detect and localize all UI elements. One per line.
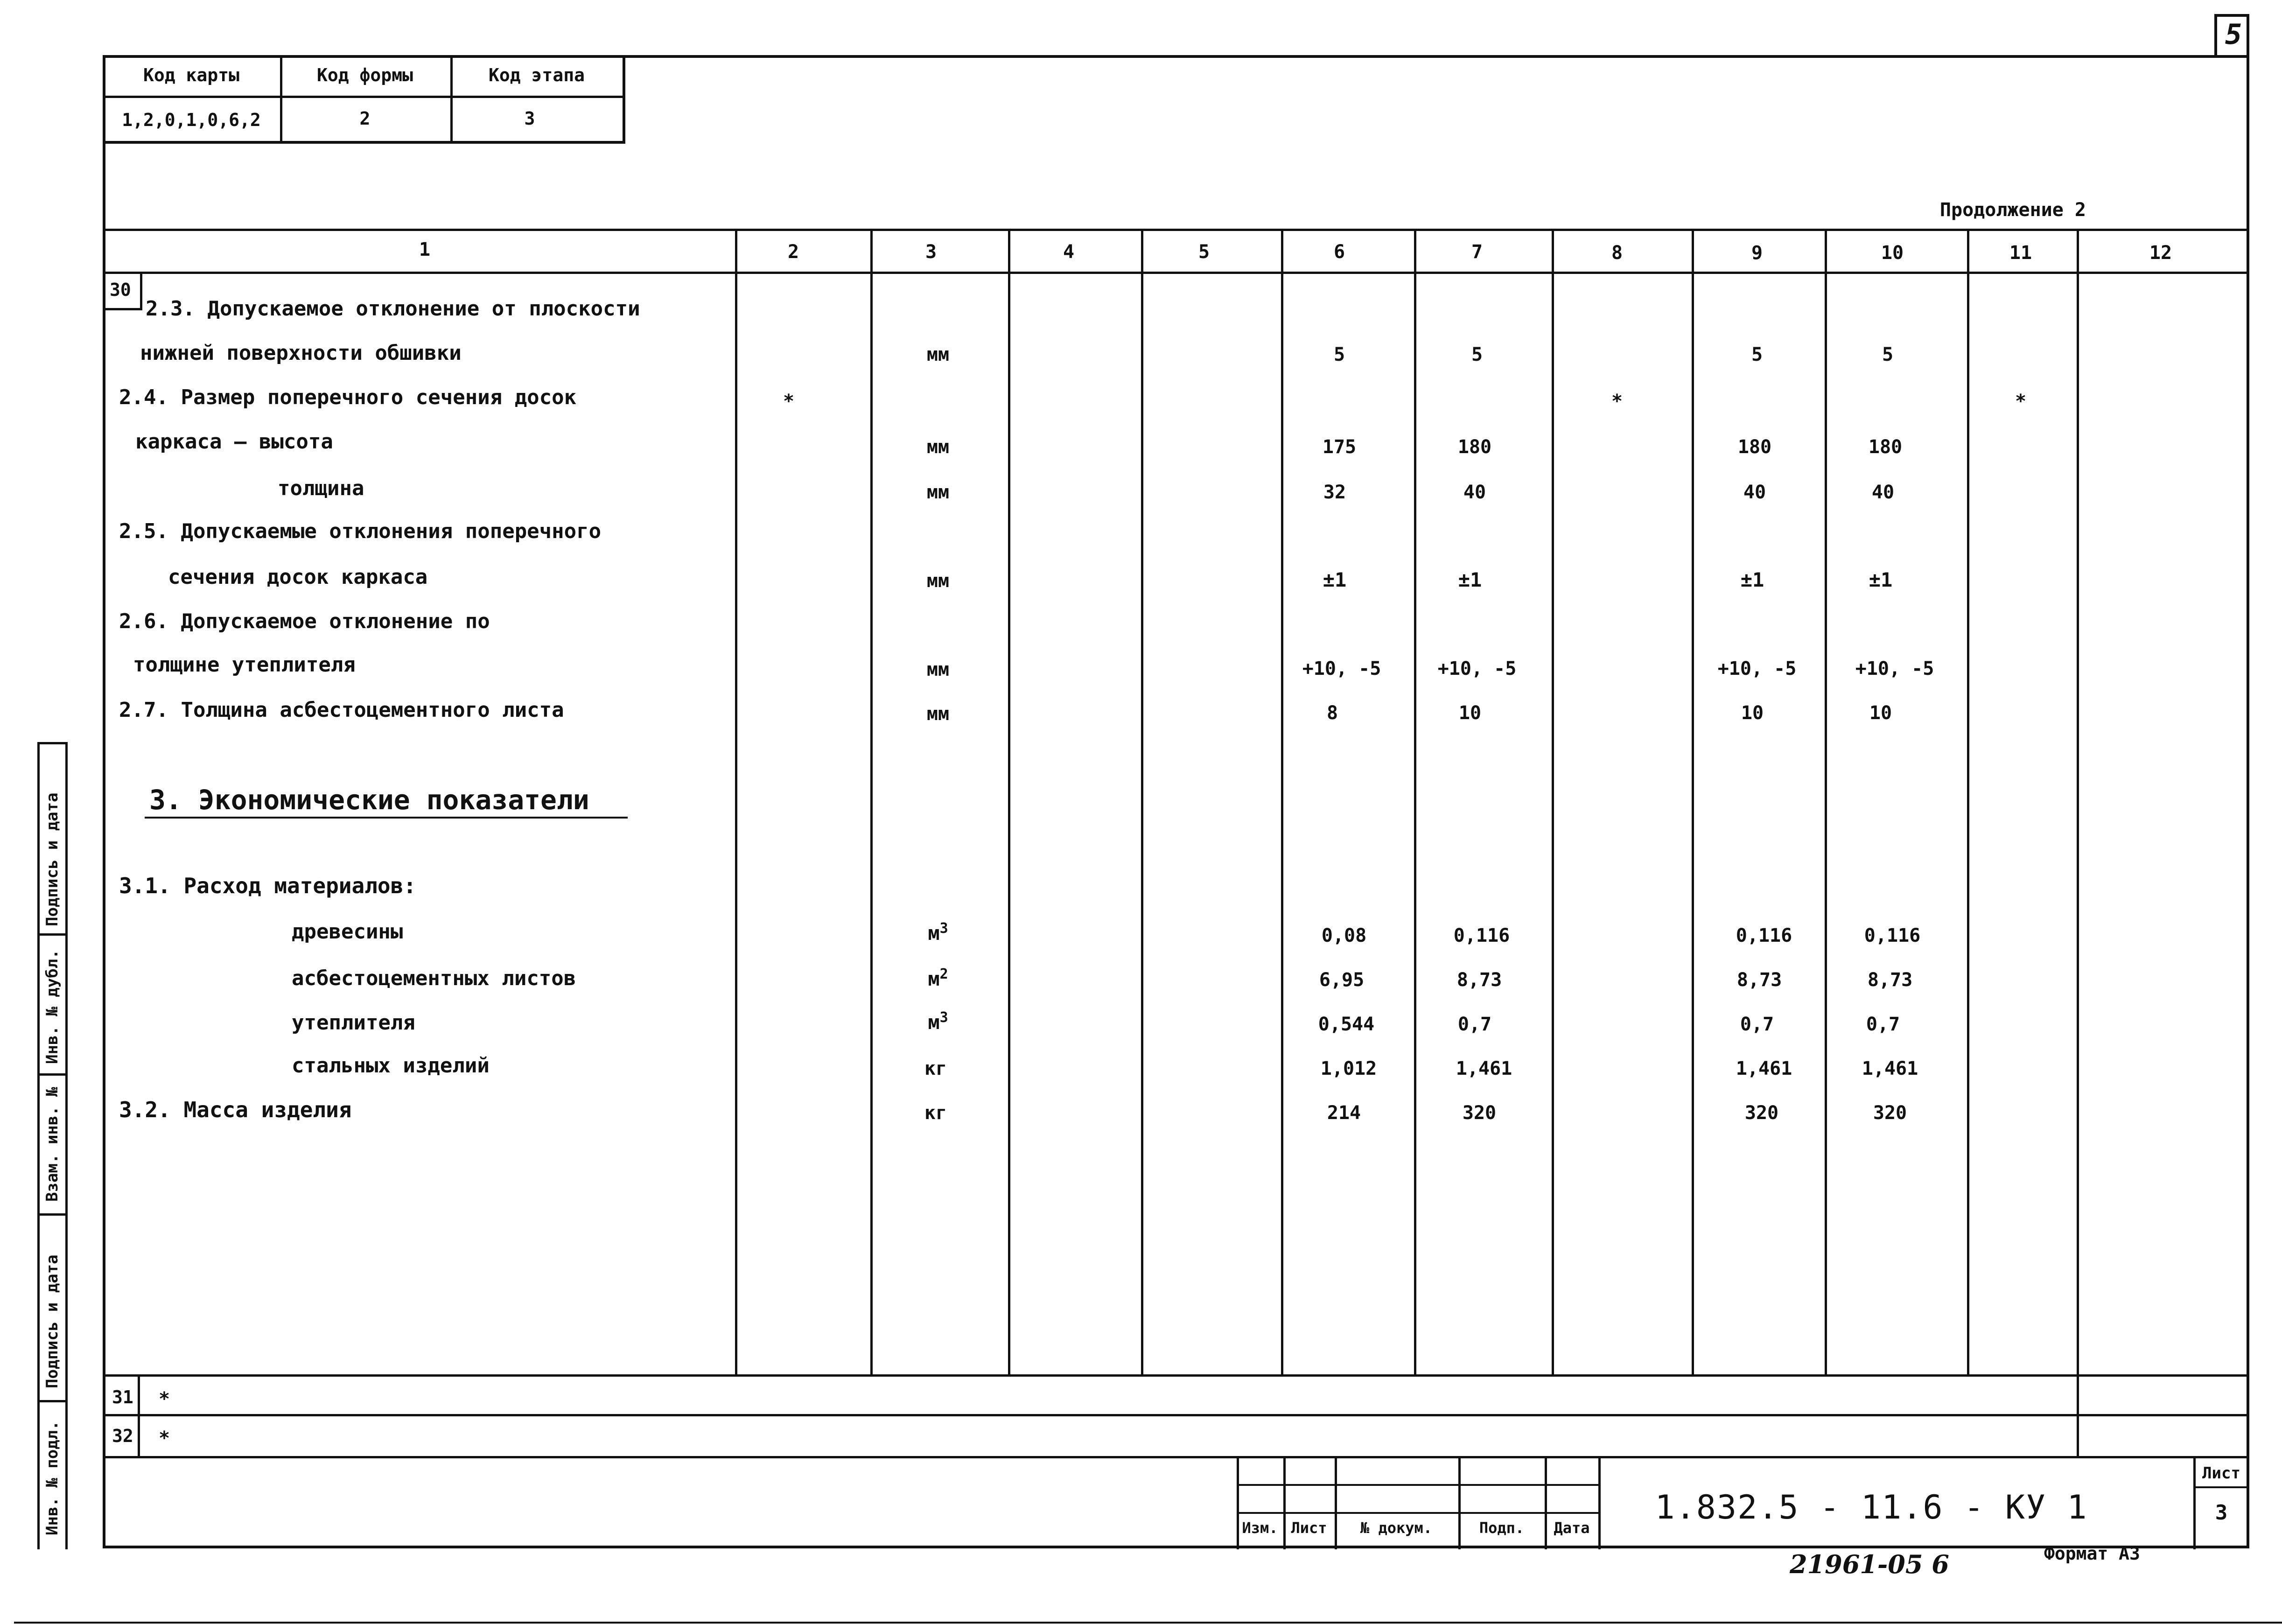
- value-cell: ±1: [1458, 568, 1482, 591]
- value-cell: 0,08: [1321, 925, 1367, 946]
- note-text: *: [159, 1388, 170, 1410]
- side-label-sign-date-1: Подпись и дата: [43, 1254, 62, 1388]
- value-cell: ±1: [1740, 568, 1764, 591]
- value-cell: 0,7: [1866, 1014, 1900, 1035]
- value-cell: 320: [1462, 1102, 1497, 1124]
- bottom-trim-line: [14, 1622, 2282, 1624]
- col-10: 10: [1881, 242, 1904, 264]
- note-number: 32: [112, 1426, 133, 1446]
- value-cell: 5: [1882, 344, 1894, 365]
- value-cell: 180: [1868, 436, 1903, 458]
- value-cell: ±1: [1869, 568, 1893, 591]
- stamp-ndok: № докум.: [1360, 1519, 1433, 1537]
- section-underline: [145, 817, 628, 819]
- section-heading: 3. Экономические показатели: [149, 784, 589, 816]
- col-2: 2: [787, 241, 799, 263]
- row-name: утеплителя: [292, 1011, 415, 1035]
- row-name: нижней поверхности обшивки: [140, 341, 462, 365]
- col-12: 12: [2149, 242, 2172, 264]
- sheet-number: 3: [2215, 1501, 2228, 1525]
- value-cell: 10: [1741, 702, 1764, 724]
- row-name: каркаса – высота: [135, 430, 333, 454]
- value-cell: 320: [1873, 1102, 1907, 1124]
- col-1: 1: [419, 239, 431, 260]
- stamp-podp: Подп.: [1479, 1519, 1525, 1537]
- side-label-inv-dubl: Инв. № дубл.: [43, 949, 62, 1064]
- value-cell: 8,73: [1736, 969, 1782, 991]
- code-card-label: Код карты: [143, 65, 239, 85]
- value-cell: 5: [1471, 344, 1483, 365]
- col-7: 7: [1471, 241, 1483, 263]
- value-cell: 32: [1323, 482, 1346, 503]
- row-name: 2.6. Допускаемое отклонение по: [119, 609, 490, 633]
- unit-cell: кг: [924, 1102, 947, 1124]
- unit-cell: [928, 922, 948, 943]
- row-name: сечения досок каркаса: [168, 565, 428, 589]
- format-label: Формат А3: [2044, 1543, 2140, 1564]
- value-cell: 180: [1737, 436, 1772, 458]
- value-cell: 5: [1751, 344, 1763, 365]
- row-name: асбестоцементных листов: [292, 966, 576, 990]
- col-6: 6: [1333, 241, 1345, 263]
- value-cell: 1,461: [1736, 1058, 1792, 1079]
- unit-text: м: [928, 967, 940, 990]
- unit-cell: мм: [926, 659, 950, 680]
- value-cell: 0,116: [1453, 925, 1510, 946]
- value-cell: 40: [1743, 482, 1766, 503]
- value-cell: +10, -5: [1855, 658, 1934, 679]
- code-card-value: 1,2,0,1,0,6,2: [122, 110, 261, 130]
- unit-text: м: [928, 922, 940, 945]
- code-form-label: Код формы: [317, 65, 413, 85]
- value-cell: 175: [1322, 436, 1357, 458]
- row-name: 2.4. Размер поперечного сечения досок: [119, 385, 577, 409]
- value-cell: 40: [1463, 482, 1486, 503]
- value-cell: 214: [1327, 1102, 1361, 1124]
- code-stage-value: 3: [524, 108, 535, 129]
- row-name: толщине утеплителя: [133, 653, 356, 677]
- value-cell: 10: [1458, 702, 1482, 724]
- value-cell: 8,73: [1456, 969, 1502, 991]
- col-5: 5: [1198, 241, 1210, 263]
- stamp-izm: Изм.: [1242, 1519, 1278, 1537]
- unit-cell: кг: [924, 1058, 947, 1079]
- value-cell: 320: [1744, 1102, 1779, 1124]
- value-cell: +10, -5: [1302, 658, 1381, 679]
- value-cell: 1,461: [1456, 1058, 1512, 1079]
- value-cell: +10, -5: [1717, 658, 1797, 679]
- document-designation: 1.832.5 - 11.6 - КУ 1: [1655, 1488, 2088, 1526]
- row-name: древесины: [292, 920, 403, 944]
- value-cell: *: [1611, 391, 1623, 412]
- unit-cell: мм: [926, 570, 950, 592]
- value-cell: +10, -5: [1437, 658, 1517, 679]
- stamp-data: Дата: [1554, 1519, 1590, 1537]
- value-cell: 1,012: [1320, 1058, 1377, 1079]
- unit-cell: мм: [926, 436, 950, 458]
- value-cell: 8,73: [1867, 969, 1913, 991]
- note-number: 31: [112, 1387, 133, 1407]
- value-cell: 10: [1869, 702, 1892, 724]
- sheet-label: Лист: [2202, 1464, 2240, 1483]
- row-name: 2.3. Допускаемое отклонение от плоскости: [146, 297, 640, 321]
- unit-cell: мм: [926, 344, 950, 365]
- unit-cell: [928, 967, 948, 989]
- value-cell: 8: [1326, 702, 1338, 724]
- sheet-corner-number: 5: [2225, 18, 2242, 51]
- side-label-sign-date-2: Подпись и дата: [43, 792, 62, 926]
- value-cell: 1,461: [1862, 1058, 1918, 1079]
- col-8: 8: [1611, 242, 1623, 264]
- col-9: 9: [1751, 242, 1763, 264]
- side-label-vzam-inv: Взам. инв. №: [43, 1087, 62, 1202]
- continuation-label: Продолжение 2: [1939, 199, 2086, 221]
- value-cell: *: [783, 391, 795, 412]
- row-30-tag: 30: [110, 280, 131, 300]
- note-text: *: [159, 1428, 170, 1449]
- code-stage-label: Код этапа: [489, 65, 585, 85]
- value-cell: 6,95: [1319, 969, 1365, 991]
- row-name: 2.5. Допускаемые отклонения поперечного: [119, 519, 602, 543]
- col-4: 4: [1063, 241, 1075, 263]
- unit-cell: мм: [926, 482, 950, 503]
- value-cell: 0,116: [1736, 925, 1792, 946]
- row-name: 2.7. Толщина асбестоцементного листа: [119, 698, 564, 722]
- value-cell: 0,7: [1740, 1014, 1774, 1035]
- col-11: 11: [2009, 242, 2032, 264]
- stamp-list: Лист: [1291, 1519, 1327, 1537]
- inventory-number: 21961-05 6: [1790, 1549, 1949, 1579]
- value-cell: 0,7: [1457, 1014, 1492, 1035]
- value-cell: 180: [1457, 436, 1492, 458]
- unit-text: м: [928, 1011, 940, 1034]
- unit-exponent: 3: [939, 920, 948, 937]
- unit-cell: [928, 1011, 948, 1032]
- value-cell: ±1: [1323, 568, 1347, 591]
- row-name: стальных изделий: [292, 1054, 490, 1078]
- value-cell: 0,544: [1318, 1014, 1375, 1035]
- row-name: 3.2. Масса изделия: [119, 1097, 352, 1122]
- row-name: толщина: [278, 476, 364, 500]
- value-cell: 5: [1333, 344, 1345, 365]
- unit-exponent: 3: [939, 1009, 948, 1026]
- value-cell: *: [2015, 391, 2027, 412]
- unit-cell: мм: [926, 703, 950, 725]
- side-label-inv-podl: Инв. № подл.: [43, 1421, 62, 1535]
- unit-exponent: 2: [939, 966, 948, 982]
- value-cell: 0,116: [1864, 925, 1921, 946]
- col-3: 3: [925, 241, 937, 263]
- code-form-value: 2: [359, 108, 371, 129]
- row-name: 3.1. Расход материалов:: [119, 873, 416, 898]
- value-cell: 40: [1871, 482, 1895, 503]
